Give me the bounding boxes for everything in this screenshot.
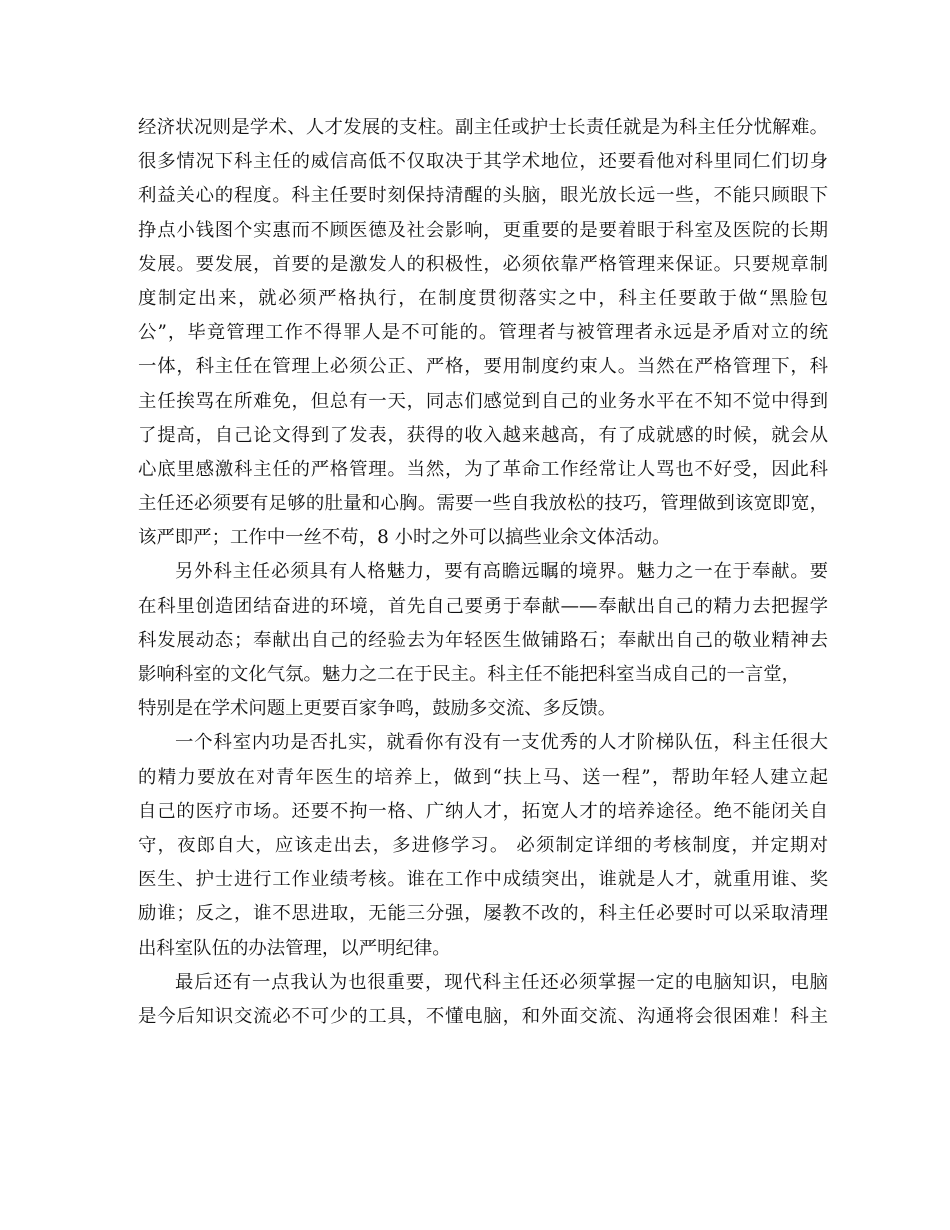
text-line: 科发展动态；奉献出自己的经验去为年轻医生做铺路石；奉献出自己的敬业精神去 xyxy=(138,629,828,651)
text-line: 影响科室的文化气氛。魅力之二在于民主。科主任不能把科室当成自己的一言堂， xyxy=(138,664,801,685)
text-line: 自己的医疗市场。还要不拘一格、广纳人才，拓宽人才的培养途径。绝不能闭关自 xyxy=(138,800,828,822)
text-line: 经济状况则是学术、人才发展的支柱。副主任或护士长责任就是为科主任分忧解难。 xyxy=(138,117,828,138)
text-line: 度制定出来，就必须严格执行，在制度贯彻落实之中，科主任要敢于做“黑脸包 xyxy=(138,287,828,309)
text-line: 医生、护士进行工作业绩考核。谁在工作中成绩突出，谁就是人才，就重用谁、奖 xyxy=(138,869,828,891)
document-body xyxy=(138,111,828,1034)
text-line: 守，夜郎自大，应该走出去，多进修学习。 必须制定详细的考核制度，并定期对 xyxy=(138,834,828,856)
text-line: 励谁；反之，谁不思进取，无能三分强，屡教不改的，科主任必要时可以采取清理 xyxy=(138,903,828,925)
paragraph-first-line: 另外科主任必须具有人格魅力，要有高瞻远瞩的境界。魅力之一在于奉献。要 xyxy=(175,561,828,583)
text-line: 的精力要放在对青年医生的培养上，做到“扶上马、送一程”，帮助年轻人建立起 xyxy=(138,766,828,788)
text-line: 出科室队伍的办法管理，以严明纪律。 xyxy=(138,937,451,959)
text-line: 在科里创造团结奋进的环境，首先自己要勇于奉献——奉献出自己的精力去把握学 xyxy=(138,595,828,617)
text-line: 是今后知识交流必不可少的工具，不懂电脑，和外面交流、沟通将会很困难！科主 xyxy=(138,1005,828,1027)
paragraph-first-line: 最后还有一点我认为也很重要，现代科主任还必须掌握一定的电脑知识，电脑 xyxy=(175,971,828,993)
text-line: 心底里感激科主任的严格管理。当然，为了革命工作经常让人骂也不好受，因此科 xyxy=(138,458,828,480)
text-line: 一体，科主任在管理上必须公正、严格，要用制度约束人。当然在严格管理下，科 xyxy=(138,356,828,378)
text-line: 了提高，自己论文得到了发表，获得的收入越来越高，有了成就感的时候，就会从 xyxy=(138,424,828,446)
text-line: 主任还必须要有足够的肚量和心胸。需要一些自我放松的技巧，管理做到该宽即宽， xyxy=(138,493,828,515)
text-line: 挣点小钱图个实惠而不顾医德及社会影响，更重要的是要着眼于科室及医院的长期 xyxy=(138,219,828,241)
text-line: 利益关心的程度。科主任要时刻保持清醒的头脑，眼光放长远一些，不能只顾眼下 xyxy=(138,185,828,207)
text-line: 发展。要发展，首要的是激发人的积极性，必须依靠严格管理来保证。只要规章制 xyxy=(138,253,828,275)
text-line: 该严即严；工作中一丝不苟，8 小时之外可以搞些业余文体活动。 xyxy=(138,527,671,549)
text-line: 公”，毕竟管理工作不得罪人是不可能的。管理者与被管理者永远是矛盾对立的统 xyxy=(138,322,828,344)
text-line: 特别是在学术问题上更要百家争鸣，鼓励多交流、多反馈。 xyxy=(138,698,617,720)
text-line: 主任挨骂在所难免，但总有一天，同志们感觉到自己的业务水平在不知不觉中得到 xyxy=(138,390,828,412)
paragraph-first-line: 一个科室内功是否扎实，就看你有没有一支优秀的人才阶梯队伍，科主任很大 xyxy=(175,732,828,754)
text-line: 很多情况下科主任的威信高低不仅取决于其学术地位，还要看他对科里同仁们切身 xyxy=(138,151,828,173)
